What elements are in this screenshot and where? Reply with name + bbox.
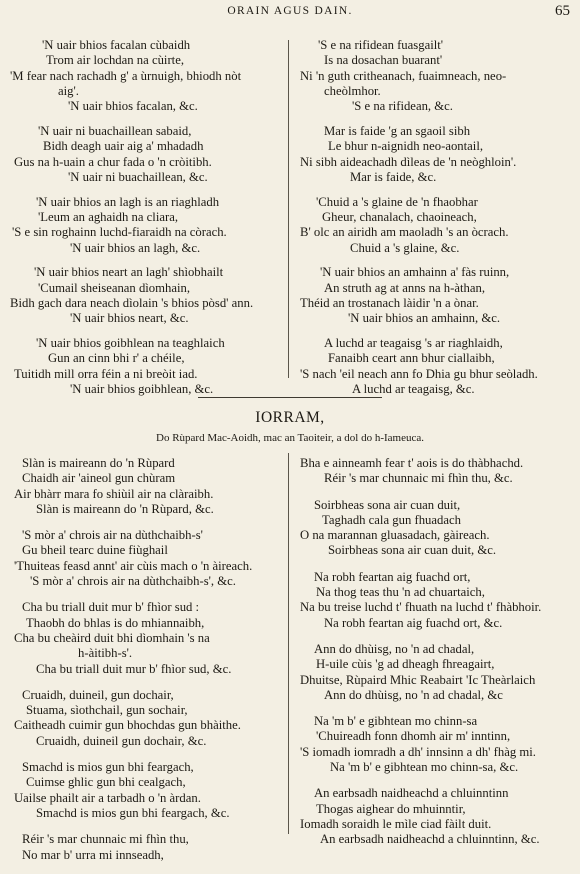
verse-line: 'N uair bhios an amhainn a' fàs ruinn,	[320, 265, 510, 280]
left-column	[8, 456, 284, 874]
stanza	[298, 124, 574, 185]
stanza	[8, 456, 284, 517]
verse-line: An earbsadh naidheachd a chluinntinn, &c.	[320, 832, 540, 847]
stanza	[298, 498, 574, 559]
verse-line: Gun an cinn bhi r' a chéile,	[48, 351, 185, 366]
verse-line: Slàn is maireann do 'n Rùpard	[22, 456, 175, 470]
song-continuation	[0, 38, 580, 396]
verse-line: Gheur, chanalach, chaoineach,	[322, 209, 477, 224]
stanza	[298, 786, 574, 847]
verse-line: Smachd is mios gun bhi feargach,	[22, 760, 194, 775]
verse-line: Is na dosachan buarant'	[324, 53, 443, 68]
right-column	[298, 456, 574, 859]
verse-line: 'N uair bhios an lagh is an riaghladh	[36, 194, 220, 209]
verse-line: Caitheadh cuimir gun bhochdas gun bhàithe.	[14, 718, 241, 733]
verse-line: Taghadh cala gun fhuadach	[322, 512, 461, 527]
verse-line: Smachd is mios gun bhi feargach, &c.	[36, 805, 230, 820]
stanza	[8, 195, 284, 256]
verse-line: h-àitibh-s'.	[78, 646, 133, 661]
verse-line: Théid an trostanach làidir 'n a ònar.	[300, 295, 479, 310]
poem-title: IORRAM,	[255, 409, 325, 426]
verse-line: 'N uair bhios facalan cùbaidh	[42, 38, 191, 52]
verse-line: Mar is faide, &c.	[350, 169, 437, 184]
verse-line: 'N uair bhios neart an lagh' shìobhailt	[34, 265, 224, 280]
verse-line: 'S iomadh iomradh a dh' innsinn a dh' fhàg mi.	[300, 744, 536, 759]
verse-line: Ann do dhùisg, no 'n ad chadal,	[314, 641, 475, 656]
verse-line: Trom air lochdan na cùirte,	[46, 53, 185, 68]
verse-line: Air bhàrr mara fo shiùil air na clàraibh.	[14, 486, 214, 501]
verse-line: Cruaidh, duineil gun dochair, &c.	[36, 733, 207, 748]
verse-line: 'S e na rifidean, &c.	[352, 99, 453, 114]
stanza	[8, 688, 284, 749]
verse-line: Na thog teas thu 'n ad chuartaich,	[316, 585, 485, 600]
page-header	[0, 3, 580, 23]
section-rule	[198, 397, 382, 398]
verse-line: Gu bheil tearc duine fiùghail	[22, 543, 168, 558]
verse-line: Na bu treise luchd t' fhuath na luchd t' fhàbhoir.	[300, 600, 542, 615]
verse-line: No mar b' urra mi innseadh,	[22, 847, 164, 862]
stanza	[298, 570, 574, 631]
verse-line: Cruaidh, duineil, gun dochair,	[22, 687, 174, 702]
verse-line: Cha bu triall duit mur b' fhìor sud, &c.	[36, 661, 232, 676]
verse-line: Cuimse ghlic gun bhi cealgach,	[26, 775, 186, 790]
verse-line: 'Thuiteas feasd annt' air cùis mach o 'n àireach.	[14, 558, 253, 573]
stanza	[298, 195, 574, 256]
stanza	[8, 38, 284, 114]
verse-line: Soirbheas sona air cuan duit, &c.	[328, 543, 497, 558]
verse-line: Iomadh soraidh le mìle ciad fàilt duit.	[300, 816, 492, 831]
verse-line: Le bhur n-aignidh neo-aontail,	[328, 139, 484, 154]
verse-line: Chaidh air 'aineol gun chùram	[22, 471, 176, 486]
verse-line: B' olc an airidh am maoladh 's an òcrach.	[300, 225, 509, 240]
stanza	[8, 336, 284, 397]
stanza	[8, 760, 284, 821]
verse-line: H-uile cùis 'g ad dheagh fhreagairt,	[316, 657, 495, 672]
verse-line: 'N uair bhios goibhlean, &c.	[70, 381, 214, 396]
verse-line: 'S e sin roghainn luchd-fiaraidh na còrach.	[12, 225, 227, 240]
verse-line: Bidh gach dara neach dìolain 's bhios pòsd' ann.	[10, 295, 254, 310]
verse-line: 'Leum an aghaidh na cliara,	[38, 209, 179, 224]
stanza	[8, 265, 284, 326]
verse-line: Ni 'n guth critheanach, fuaimneach, neo-	[300, 68, 507, 83]
verse-line: 'N uair ni buachaillean, &c.	[68, 169, 208, 184]
verse-line: 'Chuireadh fonn dhomh air m' inntinn,	[316, 729, 511, 744]
verse-line: 'S nach 'eil neach ann fo Dhia gu bhur seòladh.	[300, 366, 538, 381]
stanza	[298, 642, 574, 703]
poem-subtitle: Do Rùpard Mac-Aoidh, mac an Taoiteir, a dol do h-Iameuca.	[156, 432, 424, 444]
verse-line: Ni sibh aideachadh dìleas de 'n neòghloin'.	[300, 154, 517, 169]
verse-line: Thogas aighear do mhuinntir,	[316, 801, 466, 816]
verse-line: 'S e na rifidean fuasgailt'	[318, 38, 444, 52]
verse-line: An earbsadh naidheachd a chluinntinn	[314, 786, 509, 801]
verse-line: Chuid a 's glaine, &c.	[350, 240, 460, 255]
verse-line: A luchd ar teagaisg, &c.	[352, 381, 475, 396]
verse-line: A luchd ar teagaisg 's ar riaghlaidh,	[324, 336, 503, 351]
verse-line: 'N uair bhios facalan, &c.	[68, 99, 198, 114]
stanza	[8, 600, 284, 676]
verse-line: Dhuitse, Rùpaird Mhic Reabairt 'Ic Theàrlaich	[300, 672, 536, 687]
verse-line: 'N uair bhios an lagh, &c.	[70, 240, 201, 255]
stanza	[298, 714, 574, 775]
verse-line: An struth ag at anns na h-àthan,	[324, 280, 486, 295]
verse-line: 'M fear nach rachadh g' a ùrnuigh, bhiodh nòt	[10, 68, 242, 83]
verse-line: 'Chuid a 's glaine de 'n fhaobhar	[316, 194, 478, 209]
stanza	[298, 336, 574, 397]
verse-line: Ann do dhùisg, no 'n ad chadal, &c	[324, 687, 503, 702]
stanza	[8, 528, 284, 589]
verse-line: Soirbheas sona air cuan duit,	[314, 497, 461, 512]
verse-line: cheòlmhor.	[324, 83, 381, 98]
iorram-poem	[0, 456, 580, 862]
verse-line: 'S mòr a' chrois air na dùthchaibh-s'	[22, 528, 203, 543]
page-number: 65	[555, 3, 570, 19]
verse-line: Réir 's mar chunnaic mi fhìn thu, &c.	[324, 471, 513, 486]
right-column	[298, 38, 574, 407]
verse-line: Gus na h-uain a chur fada o 'n cròitibh.	[14, 154, 212, 169]
verse-line: Mar is faide 'g an sgaoil sibh	[324, 123, 471, 138]
verse-line: Cha bu cheàird duit bhi dìomhain 's na	[14, 630, 210, 645]
verse-line: Na 'm b' e gibhtean mo chinn-sa	[314, 714, 478, 729]
stanza	[8, 832, 284, 863]
verse-line: Stuama, sìothchail, gun sochair,	[26, 703, 188, 718]
verse-line: Réir 's mar chunnaic mi fhìn thu,	[22, 832, 189, 847]
verse-line: Bha e ainneamh fear t' aois is do thàbhachd.	[300, 456, 524, 470]
verse-line: Na robh feartan aig fuachd ort, &c.	[324, 615, 503, 630]
verse-line: Na 'm b' e gibhtean mo chinn-sa, &c.	[330, 760, 519, 775]
verse-line: Bidh deagh uair aig a' mhadadh	[43, 139, 204, 154]
stanza	[8, 124, 284, 185]
running-title: ORAIN AGUS DAIN.	[227, 5, 353, 17]
verse-line: Tuitidh mill orra féin a ni breòit iad.	[14, 366, 198, 381]
verse-line: 'N uair bhios neart, &c.	[70, 311, 189, 326]
left-column	[8, 38, 284, 407]
stanza	[298, 456, 574, 487]
verse-line: Slàn is maireann do 'n Rùpard, &c.	[36, 501, 214, 516]
verse-line: Uailse phailt air a tarbadh o 'n àrdan.	[14, 790, 201, 805]
verse-line: 'N uair bhios an amhainn, &c.	[348, 311, 501, 326]
verse-line: 'N uair ni buachaillean sabaid,	[38, 123, 192, 138]
verse-line: Na robh feartan aig fuachd ort,	[314, 569, 471, 584]
verse-line: aig'.	[58, 83, 79, 98]
verse-line: O na marannan gluasadach, gàireach.	[300, 528, 490, 543]
verse-line: 'N uair bhios goibhlean na teaghlaich	[36, 336, 225, 351]
verse-line: 'S mòr a' chrois air na dùthchaibh-s', &c.	[30, 574, 236, 589]
stanza	[298, 265, 574, 326]
stanza	[298, 38, 574, 114]
verse-line: Cha bu triall duit mur b' fhìor sud :	[22, 600, 200, 615]
verse-line: 'Cumail sheiseanan dìomhain,	[38, 280, 191, 295]
verse-line: Fanaibh ceart ann bhur ciallaibh,	[328, 351, 495, 366]
verse-line: Thaobh do bhlas is do mhiannaibh,	[26, 615, 205, 630]
